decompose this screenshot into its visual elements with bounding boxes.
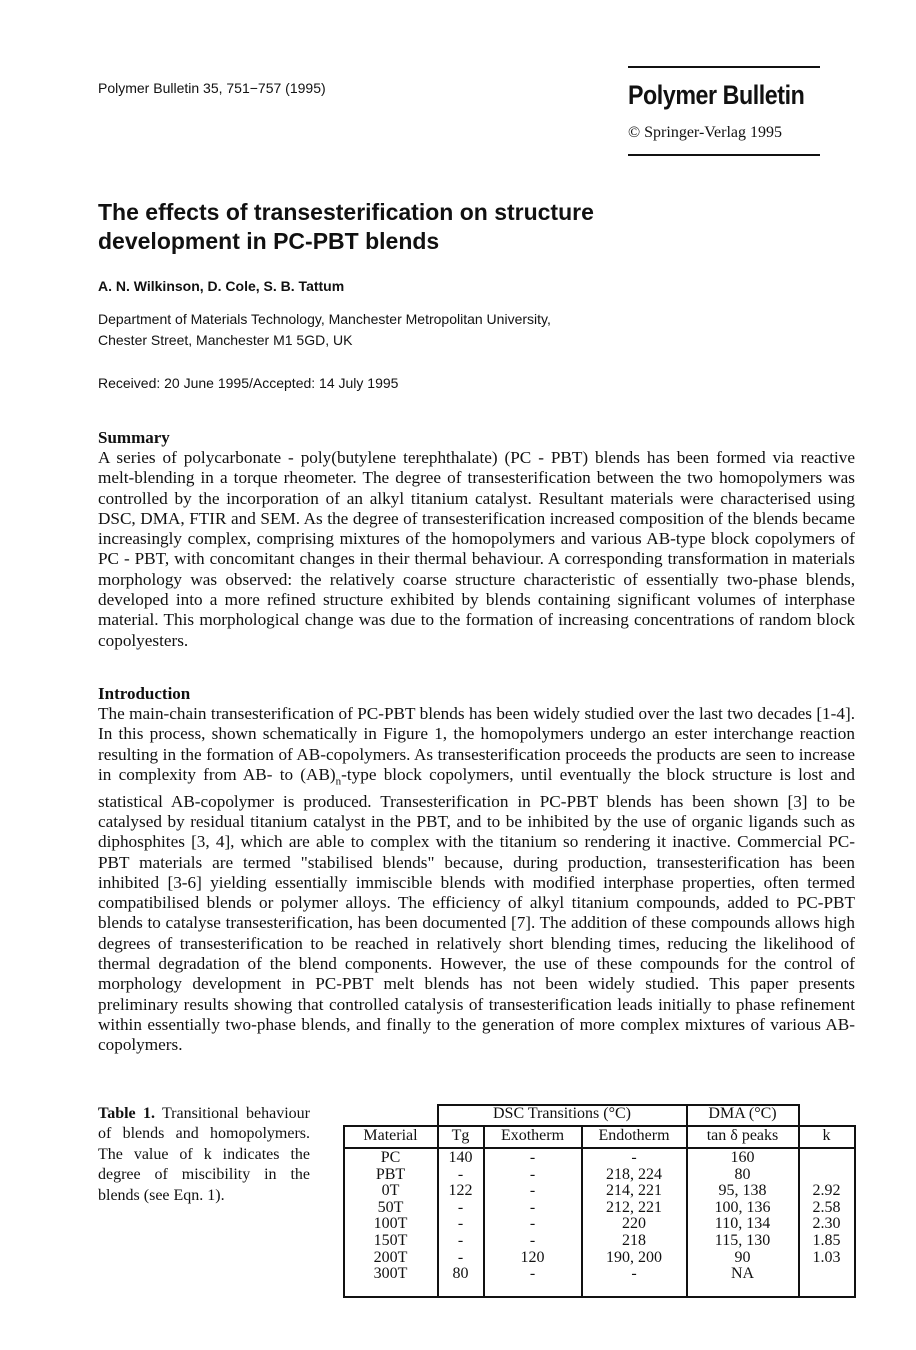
introduction-text-part-1: The main-chain transesterification of PC-PBT blends has been widely studied over the last two decades [1-4]. In this process, shown schematically in Figure 1, the homopolymers undergo an ester interchange reaction resulting in the formation of AB-copolymers. As transesterification proceeds the products are seen to increase in complexity from AB- to (AB) bbox=[98, 704, 855, 784]
table-cell: - bbox=[529, 1149, 536, 1166]
table-cell: 115, 130 bbox=[714, 1231, 771, 1249]
table-cell: NA bbox=[730, 1265, 755, 1283]
summary-paragraph: A series of polycarbonate - poly(butylene terephthalate) (PC - PBT) blends has been formed via reactive melt-blending in a torque rheometer. The degree of transesterification between the two homopolymers was controlled by the incorporation of an alkyl titanium catalyst. Resultant materials were characterised using DSC, DMA, FTIR and SEM. As the degree of transesterification increased composition of the blends became increasingly complex, comprising mixtures of the homopolymers and various AB-type block copolymers of PC - PBT, with concomitant changes in their thermal behaviour. A corresponding transformation in materials morphology was observed: the relatively coarse structure characteristic of essentially two-phase blends, developed into a more refined structure exhibited by blends containing significant volumes of interphase material. This morphological change was due to the formation of increasing concentrations of random block copolyesters. bbox=[98, 448, 855, 650]
table-cell: 214, 221 bbox=[606, 1182, 662, 1200]
table-cell: - bbox=[457, 1248, 464, 1266]
table-cell: 220 bbox=[622, 1215, 646, 1233]
table-cell: 1.03 bbox=[812, 1248, 841, 1266]
table-cell: - bbox=[631, 1265, 637, 1283]
table-cell bbox=[799, 1266, 854, 1283]
article-title-line-2: development in PC-PBT blends bbox=[98, 228, 440, 254]
introduction-paragraph bbox=[98, 704, 855, 1055]
affiliation bbox=[98, 309, 551, 351]
table-cell: 50T bbox=[377, 1198, 404, 1216]
table-cell: - bbox=[457, 1165, 464, 1183]
introduction-subscript: n bbox=[335, 775, 342, 788]
journal-brand-box bbox=[628, 66, 820, 156]
table-cell: 2.92 bbox=[812, 1182, 841, 1200]
table-cell: 90 bbox=[734, 1248, 751, 1266]
table-header-tg: Tg bbox=[451, 1127, 470, 1144]
received-accepted-dates: Received: 20 June 1995/Accepted: 14 July 1995 bbox=[98, 375, 399, 391]
table-cell: - bbox=[457, 1215, 464, 1233]
article-title bbox=[98, 198, 798, 256]
table-cell: 95, 138 bbox=[718, 1182, 767, 1200]
table-cell: 80 bbox=[452, 1265, 469, 1283]
table-cell: 218, 224 bbox=[606, 1165, 662, 1183]
introduction-text-part-2: -type block copolymers, until eventually the block structure is lost and statistical AB-copolymer is produced. Transesterification in PC-PBT blends has been shown [3] to be catalysed by residual titanium catalyst in the PBT, and to be inhibited by the use of organic ligands such as diphosphites [3, 4], which are able to complex with the titanium so rendering it inactive. Commercial PC-PBT materials are termed "stabilised blends" because, during production, transesterification has been inhibited [3-6] yielding essentially immiscible blends with modified interphase properties, often termed compatibilised blends or polymer alloys. The efficiency of alkyl titanium compounds, added to PC-PBT blends to catalyse transesterification, has been documented [7]. The addition of these compounds allows high degrees of transesterification to be reached in relatively short blending times, reducing the likelihood of thermal degradation of the blend components. However, the use of these compounds for the control of morphology development in PC-PBT melt blends has not been widely studied. This paper presents preliminary results showing that controlled catalysis of transesterification leads initially to phase refinement within essentially two-phase blends, and finally to the generation of more complex mixtures of various AB-copolymers. bbox=[98, 764, 856, 1055]
transition-table bbox=[343, 1104, 857, 1298]
table-cell: 0T bbox=[381, 1182, 400, 1200]
table-cell: 140 bbox=[448, 1149, 473, 1166]
table-cell: 212, 221 bbox=[606, 1198, 662, 1216]
table-rule-header-bottom bbox=[343, 1147, 855, 1149]
table-cell: 300T bbox=[373, 1265, 408, 1283]
table-cell: - bbox=[457, 1231, 464, 1249]
table-column-k bbox=[799, 1150, 854, 1283]
article-title-line-1: The effects of transesterification on structure bbox=[98, 199, 594, 225]
table-cell: 100T bbox=[373, 1215, 408, 1233]
table-rule-right bbox=[854, 1125, 856, 1298]
author-list: A. N. Wilkinson, D. Cole, S. B. Tattum bbox=[98, 278, 345, 294]
table-cell: - bbox=[457, 1198, 464, 1216]
table-header-endotherm: Endotherm bbox=[598, 1127, 670, 1144]
table-cell: - bbox=[529, 1182, 536, 1200]
table-column-tg bbox=[438, 1150, 483, 1283]
table-group-dma: DMA (°C) bbox=[708, 1105, 777, 1122]
table-column-tan-delta bbox=[687, 1150, 798, 1283]
table-cell: 200T bbox=[373, 1248, 408, 1266]
table-cell: 110, 134 bbox=[714, 1215, 771, 1233]
summary-heading: Summary bbox=[98, 428, 170, 447]
journal-brand-title: Polymer Bulletin bbox=[628, 80, 805, 110]
table-cell: 160 bbox=[730, 1149, 755, 1166]
table-header-exotherm: Exotherm bbox=[500, 1127, 565, 1144]
table-group-dsc: DSC Transitions (°C) bbox=[493, 1105, 631, 1122]
table-cell: - bbox=[529, 1231, 536, 1249]
table-cell: 150T bbox=[373, 1231, 408, 1249]
table-cell: PC bbox=[380, 1149, 401, 1166]
journal-reference: Polymer Bulletin 35, 751−757 (1995) bbox=[98, 80, 326, 96]
table-cell: - bbox=[529, 1265, 536, 1283]
introduction-heading: Introduction bbox=[98, 684, 191, 703]
table-cell: 218 bbox=[622, 1231, 646, 1249]
table-cell: PBT bbox=[375, 1165, 406, 1183]
table-cell: 80 bbox=[734, 1165, 751, 1183]
table-cell: - bbox=[631, 1149, 637, 1166]
table-caption-text: Transitional behaviour of blends and homopolymers. The value of k indicates the degree of miscibility in the blends (see Eqn. 1). bbox=[98, 1105, 310, 1204]
table-cell: - bbox=[529, 1198, 536, 1216]
affiliation-line-2: Chester Street, Manchester M1 5GD, UK bbox=[98, 332, 353, 348]
table-cell: 120 bbox=[520, 1248, 545, 1266]
publisher-copyright: © Springer-Verlag 1995 bbox=[628, 124, 783, 141]
table-header-material: Material bbox=[363, 1127, 418, 1144]
table-cell: 2.58 bbox=[812, 1198, 841, 1216]
table-rule-bottom bbox=[343, 1296, 855, 1298]
table-cell: 1.85 bbox=[812, 1231, 841, 1249]
table-cell: 122 bbox=[448, 1182, 473, 1200]
table-cell bbox=[799, 1167, 854, 1184]
table-cell: 100, 136 bbox=[714, 1198, 771, 1216]
table-column-material bbox=[344, 1150, 437, 1283]
table-cell: 190, 200 bbox=[606, 1248, 662, 1266]
table-cell: 2.30 bbox=[812, 1215, 841, 1233]
table-cell: - bbox=[529, 1165, 536, 1183]
table-cell: - bbox=[529, 1215, 536, 1233]
table-column-exotherm bbox=[484, 1150, 581, 1283]
table-header-tan-delta: tan δ peaks bbox=[706, 1127, 779, 1144]
table-caption-label: Table 1. bbox=[98, 1105, 155, 1122]
table-cell bbox=[799, 1150, 854, 1167]
table-column-endotherm bbox=[582, 1150, 686, 1283]
table-caption bbox=[98, 1104, 310, 1206]
affiliation-line-1: Department of Materials Technology, Manchester Metropolitan University, bbox=[98, 311, 551, 327]
table-header-k: k bbox=[822, 1127, 831, 1144]
